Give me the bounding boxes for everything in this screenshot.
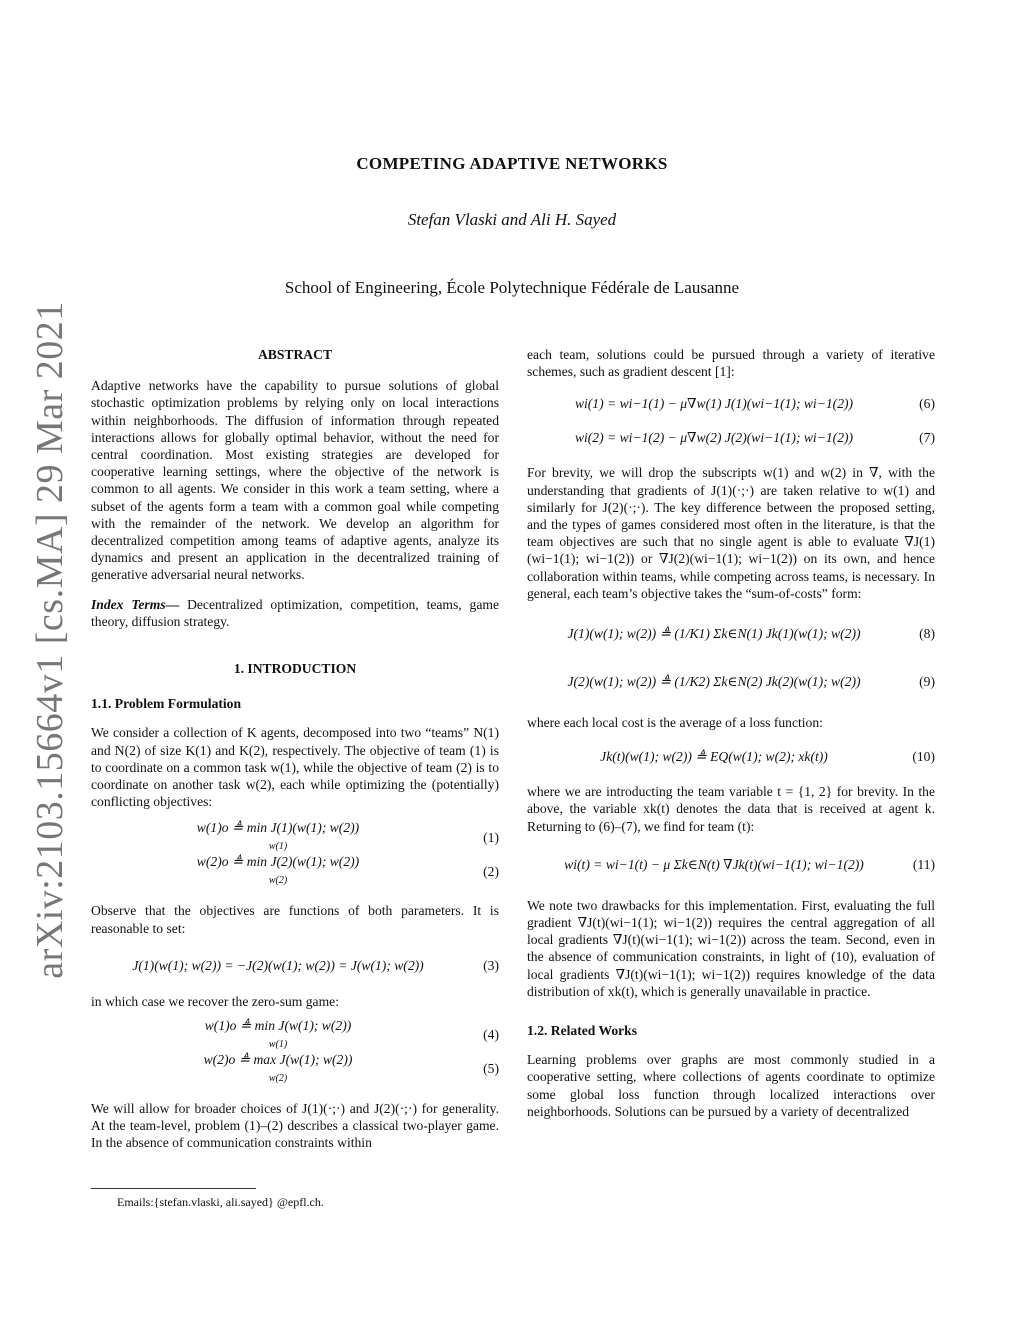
equation-number: (4) xyxy=(483,1027,499,1043)
equation-number: (5) xyxy=(483,1061,499,1077)
equation-number: (8) xyxy=(919,626,935,642)
index-terms xyxy=(91,596,499,630)
equation-6: wi(1) = wi−1(1) − μ∇w(1) J(1)(wi−1(1); wi−1(2)) (6) xyxy=(574,395,935,411)
index-terms-text: Decentralized optimization, competition, teams, game theory, diffusion strategy. xyxy=(91,596,499,629)
equation-1: w(1)o ≜ min J(1)(w(1); w(2)) w(1) (1) xyxy=(196,820,499,853)
paper-affiliation: School of Engineering, École Polytechnique Fédérale de Lausanne xyxy=(284,278,740,297)
paragraph: We consider a collection of K agents, decomposed into two “teams” N(1) and N(2) of size K(1) and K(2), respectively. The objective of team (1) is to coordinate on a common task w(1), while the objective of team (2) is to coordinate on another task w(2), each while optimizing the (potentially) conflicting objectives: xyxy=(91,725,499,810)
abstract-text: Adaptive networks have the capability to pursue solutions of global stochastic optimization problems by relying only on local interactions within neighborhoods. The diffusion of information through repeated interactions allows for globally optimal behavior, without the need for central coordination. Most existing strategies are developed for cooperative learning settings, where the objective of the network is common to all agents. We consider in this work a team setting, where a subset of the agents form a team with a common goal while competing with the remainder of the network. We develop an algorithm for decentralized competition among teams of adaptive agents, analyze its dynamics and present an application in the decentralized training of generative adversarial neural networks. xyxy=(91,378,499,583)
paragraph: each team, solutions could be pursued through a variety of iterative schemes, such as gradient descent [1]: xyxy=(527,347,935,380)
paragraph: where each local cost is the average of a loss function: xyxy=(527,715,823,731)
equation-8: J(1)(w(1); w(2)) ≜ (1/K1) Σk∈N(1) Jk(1)(w(1); w(2)) (8) xyxy=(567,626,935,642)
paragraph: Observe that the objectives are functions of both parameters. It is reasonable to set: xyxy=(91,903,499,936)
footnote-rule xyxy=(91,1188,256,1189)
paragraph: where we are introducting the team variable t = {1, 2} for brevity. In the above, the variable xk(t) denotes the data that is received at agent k. Returning to (6)–(7), we find for team (t): xyxy=(527,784,935,834)
equation-number: (1) xyxy=(483,829,499,845)
paragraph: We note two drawbacks for this implementation. First, evaluating the full gradient ∇J(t)(wi−1(1); wi−1(2)) requires the central aggregation of all local gradients ∇J(t)(wi−1(1); wi−1(2)) across the team. Second, even in the absence of communication constraints, in light of (10), evaluation of local gradients ∇J(t)(wi−1(1); wi−1(2)) requires knowledge of the data distribution of xk(t), which is generally unavailable in practice. xyxy=(527,897,935,999)
equation-number: (2) xyxy=(483,863,499,879)
paragraph: For brevity, we will drop the subscripts w(1) and w(2) in ∇, with the understanding that gradients of J(1)(·;·) are taken relative to w(1) and similarly for J(2)(·;·). The key difference between the proposed setting, and the types of games considered most often in the literature, is that the team objectives are such that no single agent is able to evaluate ∇J(1)(wi−1(1); wi−1(2)) or ∇J(2)(wi−1(1); wi−1(2)) on its own, and hence collaboration within teams, while competing across teams, is necessary. In general, each team’s objective takes the “sum-of-costs” form: xyxy=(527,465,935,601)
equation-3: J(1)(w(1); w(2)) = −J(2)(w(1); w(2)) = J(w(1); w(2)) (3) xyxy=(132,958,499,974)
left-column xyxy=(91,346,499,1152)
subsection-problem-formulation: 1.1. Problem Formulation xyxy=(91,696,242,712)
equation-2: w(2)o ≜ min J(2)(w(1); w(2)) w(2) (2) xyxy=(196,854,499,887)
paragraph: in which case we recover the zero-sum game: xyxy=(91,993,339,1009)
equation-number: (9) xyxy=(919,674,935,690)
index-terms-label: Index Terms— xyxy=(91,596,180,612)
equation-11: wi(t) = wi−1(t) − μ Σk∈N(t) ∇Jk(t)(wi−1(1); wi−1(2)) (11) xyxy=(564,857,935,873)
equation-number: (3) xyxy=(483,958,499,974)
paragraph: Learning problems over graphs are most commonly studied in a cooperative setting, where collections of agents coordinate to optimize some global loss function through localized interactions over neighborhoods. Solutions can be pursued by a variety of decentralized xyxy=(527,1052,935,1119)
equation-10: Jk(t)(w(1); w(2)) ≜ EQ(w(1); w(2); xk(t)) (10) xyxy=(600,748,935,764)
abstract-heading: ABSTRACT xyxy=(257,347,333,362)
equation-5: w(2)o ≜ max J(w(1); w(2)) w(2) (5) xyxy=(203,1051,499,1085)
equation-7: wi(2) = wi−1(2) − μ∇w(2) J(2)(wi−1(1); wi−1(2)) (7) xyxy=(574,429,935,445)
paragraph: We will allow for broader choices of J(1)(·;·) and J(2)(·;·) for generality. At the team-level, problem (1)–(2) describes a classical two-player game. In the absence of communication constraints within xyxy=(91,1101,499,1151)
paper-authors: Stefan Vlaski and Ali H. Sayed xyxy=(407,210,617,229)
equation-number: (10) xyxy=(912,748,935,764)
subsection-related-works: 1.2. Related Works xyxy=(527,1023,638,1039)
right-column xyxy=(527,346,935,1120)
paper-title: COMPETING ADAPTIVE NETWORKS xyxy=(356,154,668,173)
equation-number: (6) xyxy=(919,395,935,411)
equation-4: w(1)o ≜ min J(w(1); w(2)) w(1) (4) xyxy=(204,1017,499,1051)
introduction-heading: 1. INTRODUCTION xyxy=(233,661,357,677)
equation-9: J(2)(w(1); w(2)) ≜ (1/K2) Σk∈N(2) Jk(2)(w(1); w(2)) (9) xyxy=(567,674,935,690)
equation-number: (7) xyxy=(919,429,935,445)
equation-number: (11) xyxy=(912,857,935,873)
footnote: Emails:{stefan.vlaski, ali.sayed} @epfl.ch. xyxy=(117,1195,324,1209)
